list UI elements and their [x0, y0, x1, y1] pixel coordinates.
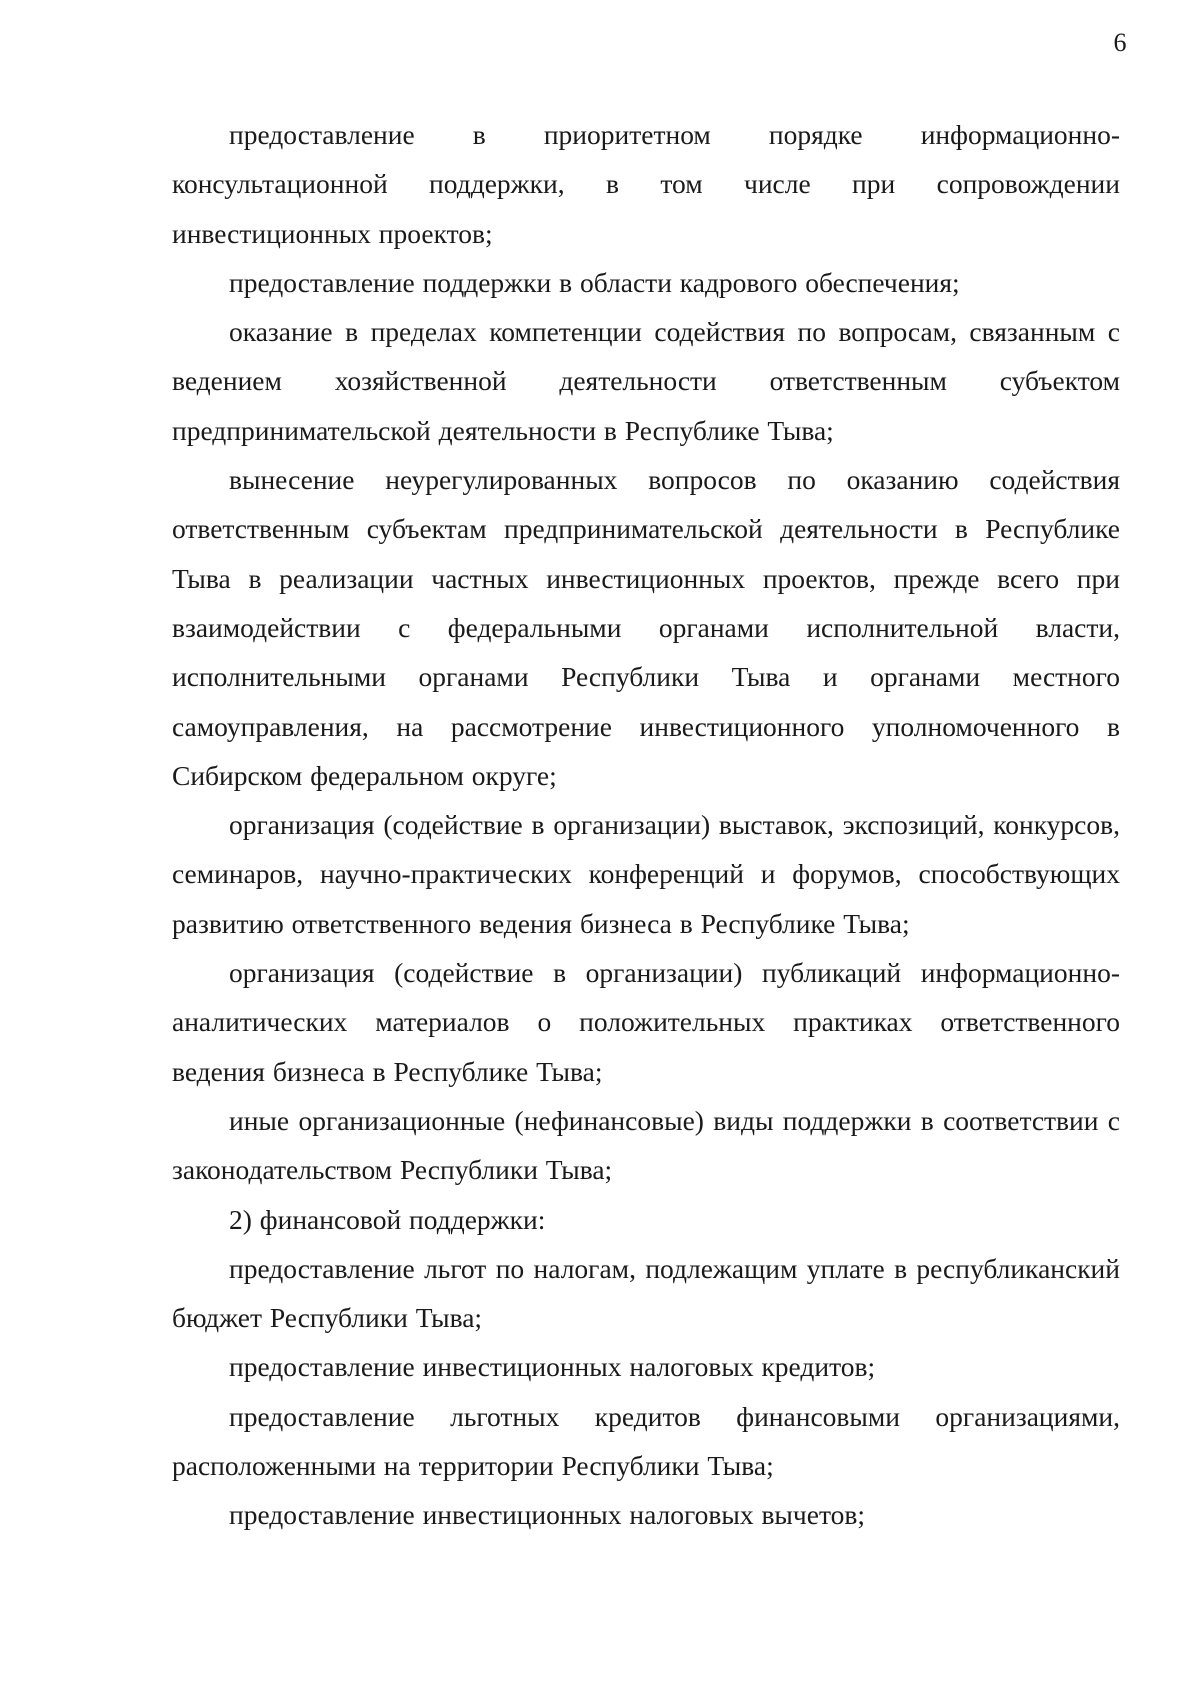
paragraph-unresolved-issues: вынесение неурегулированных вопросов по оказанию содействия ответственным субъектам предпринимательской деятельности в Республике Тыва в реализации частных инвестиционных проектов, прежде всего при взаимодействии с федеральными органами исполнительной власти, исполнительными органами Республики Тыва и органами местного самоуправления, на рассмотрение инвестиционного уполномоченного в Сибирском федеральном округе; [172, 464, 1120, 791]
paragraph-financial-support-heading: 2) финансовой поддержки: [229, 1203, 546, 1235]
paragraph-preferential-loans: предоставление льготных кредитов финансовыми организациями, расположенными на территории Республики Тыва; [172, 1400, 1120, 1482]
document-body [172, 110, 1120, 1540]
paragraph-publications-organization: организация (содействие в организации) публикаций информационно-аналитических материалов о положительных практиках ответственного ведения бизнеса в Республике Тыва; [172, 957, 1120, 1087]
page-number: 6 [1113, 28, 1127, 57]
paragraph-exhibitions-organization: организация (содействие в организации) выставок, экспозиций, конкурсов, семинаров, научно-практических конференций и форумов, способствующих развитию ответственного ведения бизнеса в Республике Тыва; [172, 809, 1120, 939]
paragraph-staffing-support: предоставление поддержки в области кадрового обеспечения; [229, 266, 960, 298]
paragraph-other-nonfinancial-support: иные организационные (нефинансовые) виды поддержки в соответствии с законодательством Республики Тыва; [172, 1104, 1120, 1186]
paragraph-assistance-business-activity: оказание в пределах компетенции содействия по вопросам, связанным с ведением хозяйственной деятельности ответственным субъектом предпринимательской деятельности в Республике Тыва; [172, 316, 1120, 446]
paragraph-info-consulting-support: предоставление в приоритетном порядке информационно-консультационной поддержки, в том числе при сопровождении инвестиционных проектов; [172, 119, 1120, 249]
paragraph-tax-benefits: предоставление льгот по налогам, подлежащим уплате в республиканский бюджет Республики Тыва; [172, 1252, 1120, 1334]
paragraph-investment-tax-credits: предоставление инвестиционных налоговых кредитов; [229, 1351, 876, 1383]
paragraph-investment-tax-deductions: предоставление инвестиционных налоговых вычетов; [229, 1499, 865, 1531]
